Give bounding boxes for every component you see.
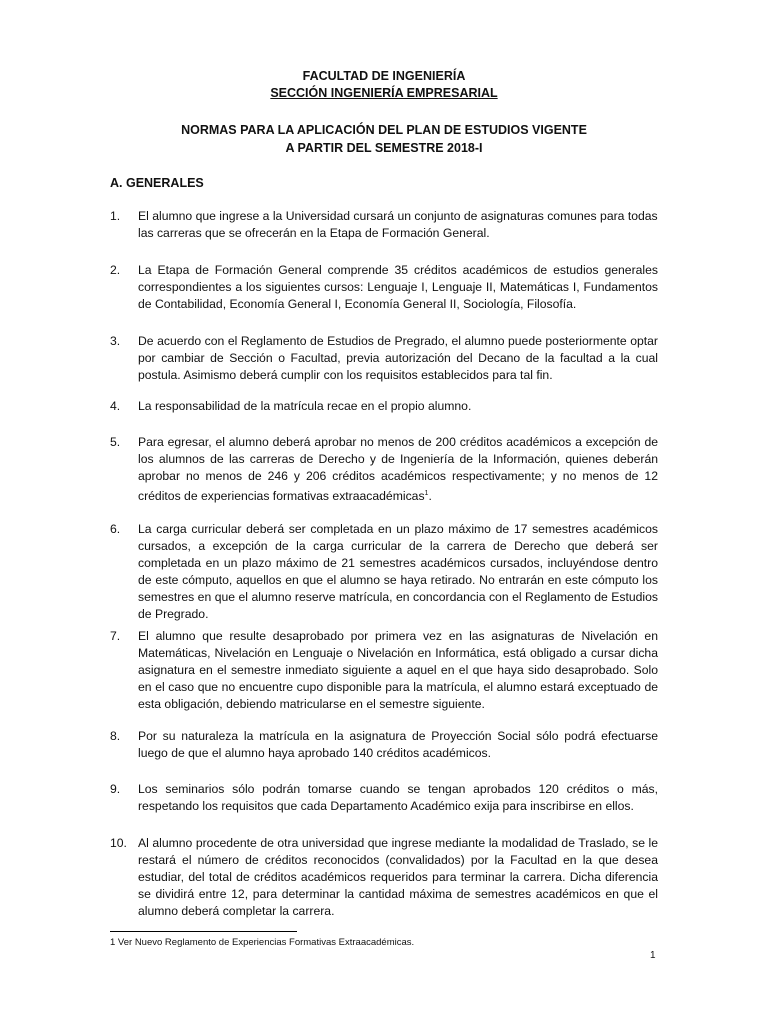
list-item: [110, 628, 658, 713]
footnote: 1 Ver Nuevo Reglamento de Experiencias Formativas Extraacadémicas.: [110, 937, 415, 948]
item-number: 6.: [110, 522, 121, 536]
list-item: [110, 434, 658, 505]
item-number: 4.: [110, 399, 121, 413]
item-text: Para egresar, el alumno deberá aprobar no menos de 200 créditos académicos a excepción de los alumnos de las carreras de Derecho y de Ingeniería de la Información, quienes deberán aprobar no menos de 246 y 206 créditos académicos respectivamente; y no menos de 12 créditos de experiencias formativas extraacadémicas: [138, 435, 658, 504]
item-number: 9.: [110, 782, 121, 796]
list-item: [110, 262, 658, 313]
item-text: Los seminarios sólo podrán tomarse cuando se tengan aprobados 120 créditos o más, respetando los requisitos que cada Departamento Académico exija para inscribirse en ellos.: [138, 782, 658, 813]
item-text: La carga curricular deberá ser completada en un plazo máximo de 17 semestres académicos cursados, a excepción de la carga curricular de la carrera de Derecho que deberá ser completada en un plazo máximo de 21 semestres académicos cursados, incluyéndose dentro de este cómputo, aquellos en que el alumno se haya retirado. No entrarán en este cómputo los semestres en que el alumno reserve matrícula, en concordancia con el Reglamento de Estudios de Pregrado.: [138, 522, 658, 621]
footnote-reference[interactable]: 1: [424, 490, 429, 497]
item-text: Al alumno procedente de otra universidad que ingrese mediante la modalidad de Traslado, se le restará el número de créditos reconocidos (convalidados) por la Facultad en la que desea estudiar, del total de créditos académicos requeridos para terminar la carrera. Dicha diferencia se dividirá entre 12, para determinar la cantidad máxima de semestres académicos en que el alumno deberá completar la carrera.: [138, 836, 658, 918]
page-number: 1: [650, 950, 656, 961]
item-text: El alumno que ingrese a la Universidad cursará un conjunto de asignaturas comunes para todas las carreras que se ofrecerán en la Etapa de Formación General.: [138, 209, 658, 240]
list-item: [110, 398, 658, 415]
item-text: La responsabilidad de la matrícula recae en el propio alumno.: [138, 399, 472, 413]
item-text: Por su naturaleza la matrícula en la asignatura de Proyección Social sólo podrá efectuarse luego de que el alumno haya aprobado 140 créditos académicos.: [138, 729, 658, 760]
item-number: 8.: [110, 729, 121, 743]
footnote-divider: [110, 931, 297, 932]
item-text: De acuerdo con el Reglamento de Estudios de Pregrado, el alumno puede posteriormente optar por cambiar de Sección o Facultad, previa autorización del Decano de la facultad a la cual postula. Asimismo deberá cumplir con los requisitos establecidos para tal fin.: [138, 334, 658, 382]
section-a-heading: A. GENERALES: [110, 176, 204, 190]
list-item: [110, 728, 658, 762]
item-number: 3.: [110, 334, 121, 348]
list-item: [110, 781, 658, 815]
item-text-tail: .: [428, 489, 432, 504]
item-number: 1.: [110, 209, 121, 223]
list-item: [110, 521, 658, 623]
item-text: El alumno que resulte desaprobado por primera vez en las asignaturas de Nivelación en Matemáticas, Nivelación en Lenguaje o Nivelación en Informática, está obligado a cursar dicha asignatura en el semestre inmediato siguiente a aquel en el que haya sido desaprobado. Solo en el caso que no encuentre cupo disponible para la matrícula, el alumno estará exceptuado de esta obligación, debiendo matricularse en el semestre siguiente.: [138, 629, 658, 711]
item-number: 5.: [110, 435, 121, 449]
item-number: 10.: [110, 836, 127, 850]
list-item: [110, 835, 658, 920]
faculty-title: FACULTAD DE INGENIERÍA: [302, 69, 466, 83]
document-title-line2: A PARTIR DEL SEMESTRE 2018-I: [285, 141, 483, 155]
document-title-line1: NORMAS PARA LA APLICACIÓN DEL PLAN DE ESTUDIOS VIGENTE: [181, 123, 587, 137]
item-number: 7.: [110, 629, 121, 643]
list-item: [110, 333, 658, 384]
item-number: 2.: [110, 263, 121, 277]
list-item: [110, 208, 658, 242]
section-title-header: SECCIÓN INGENIERÍA EMPRESARIAL: [270, 86, 498, 100]
item-text: La Etapa de Formación General comprende 35 créditos académicos de estudios generales correspondientes a los siguientes cursos: Lenguaje I, Lenguaje II, Matemáticas I, Fundamentos de Contabilidad, Economía General I, Economía General II, Sociología, Filosofía.: [138, 263, 658, 311]
